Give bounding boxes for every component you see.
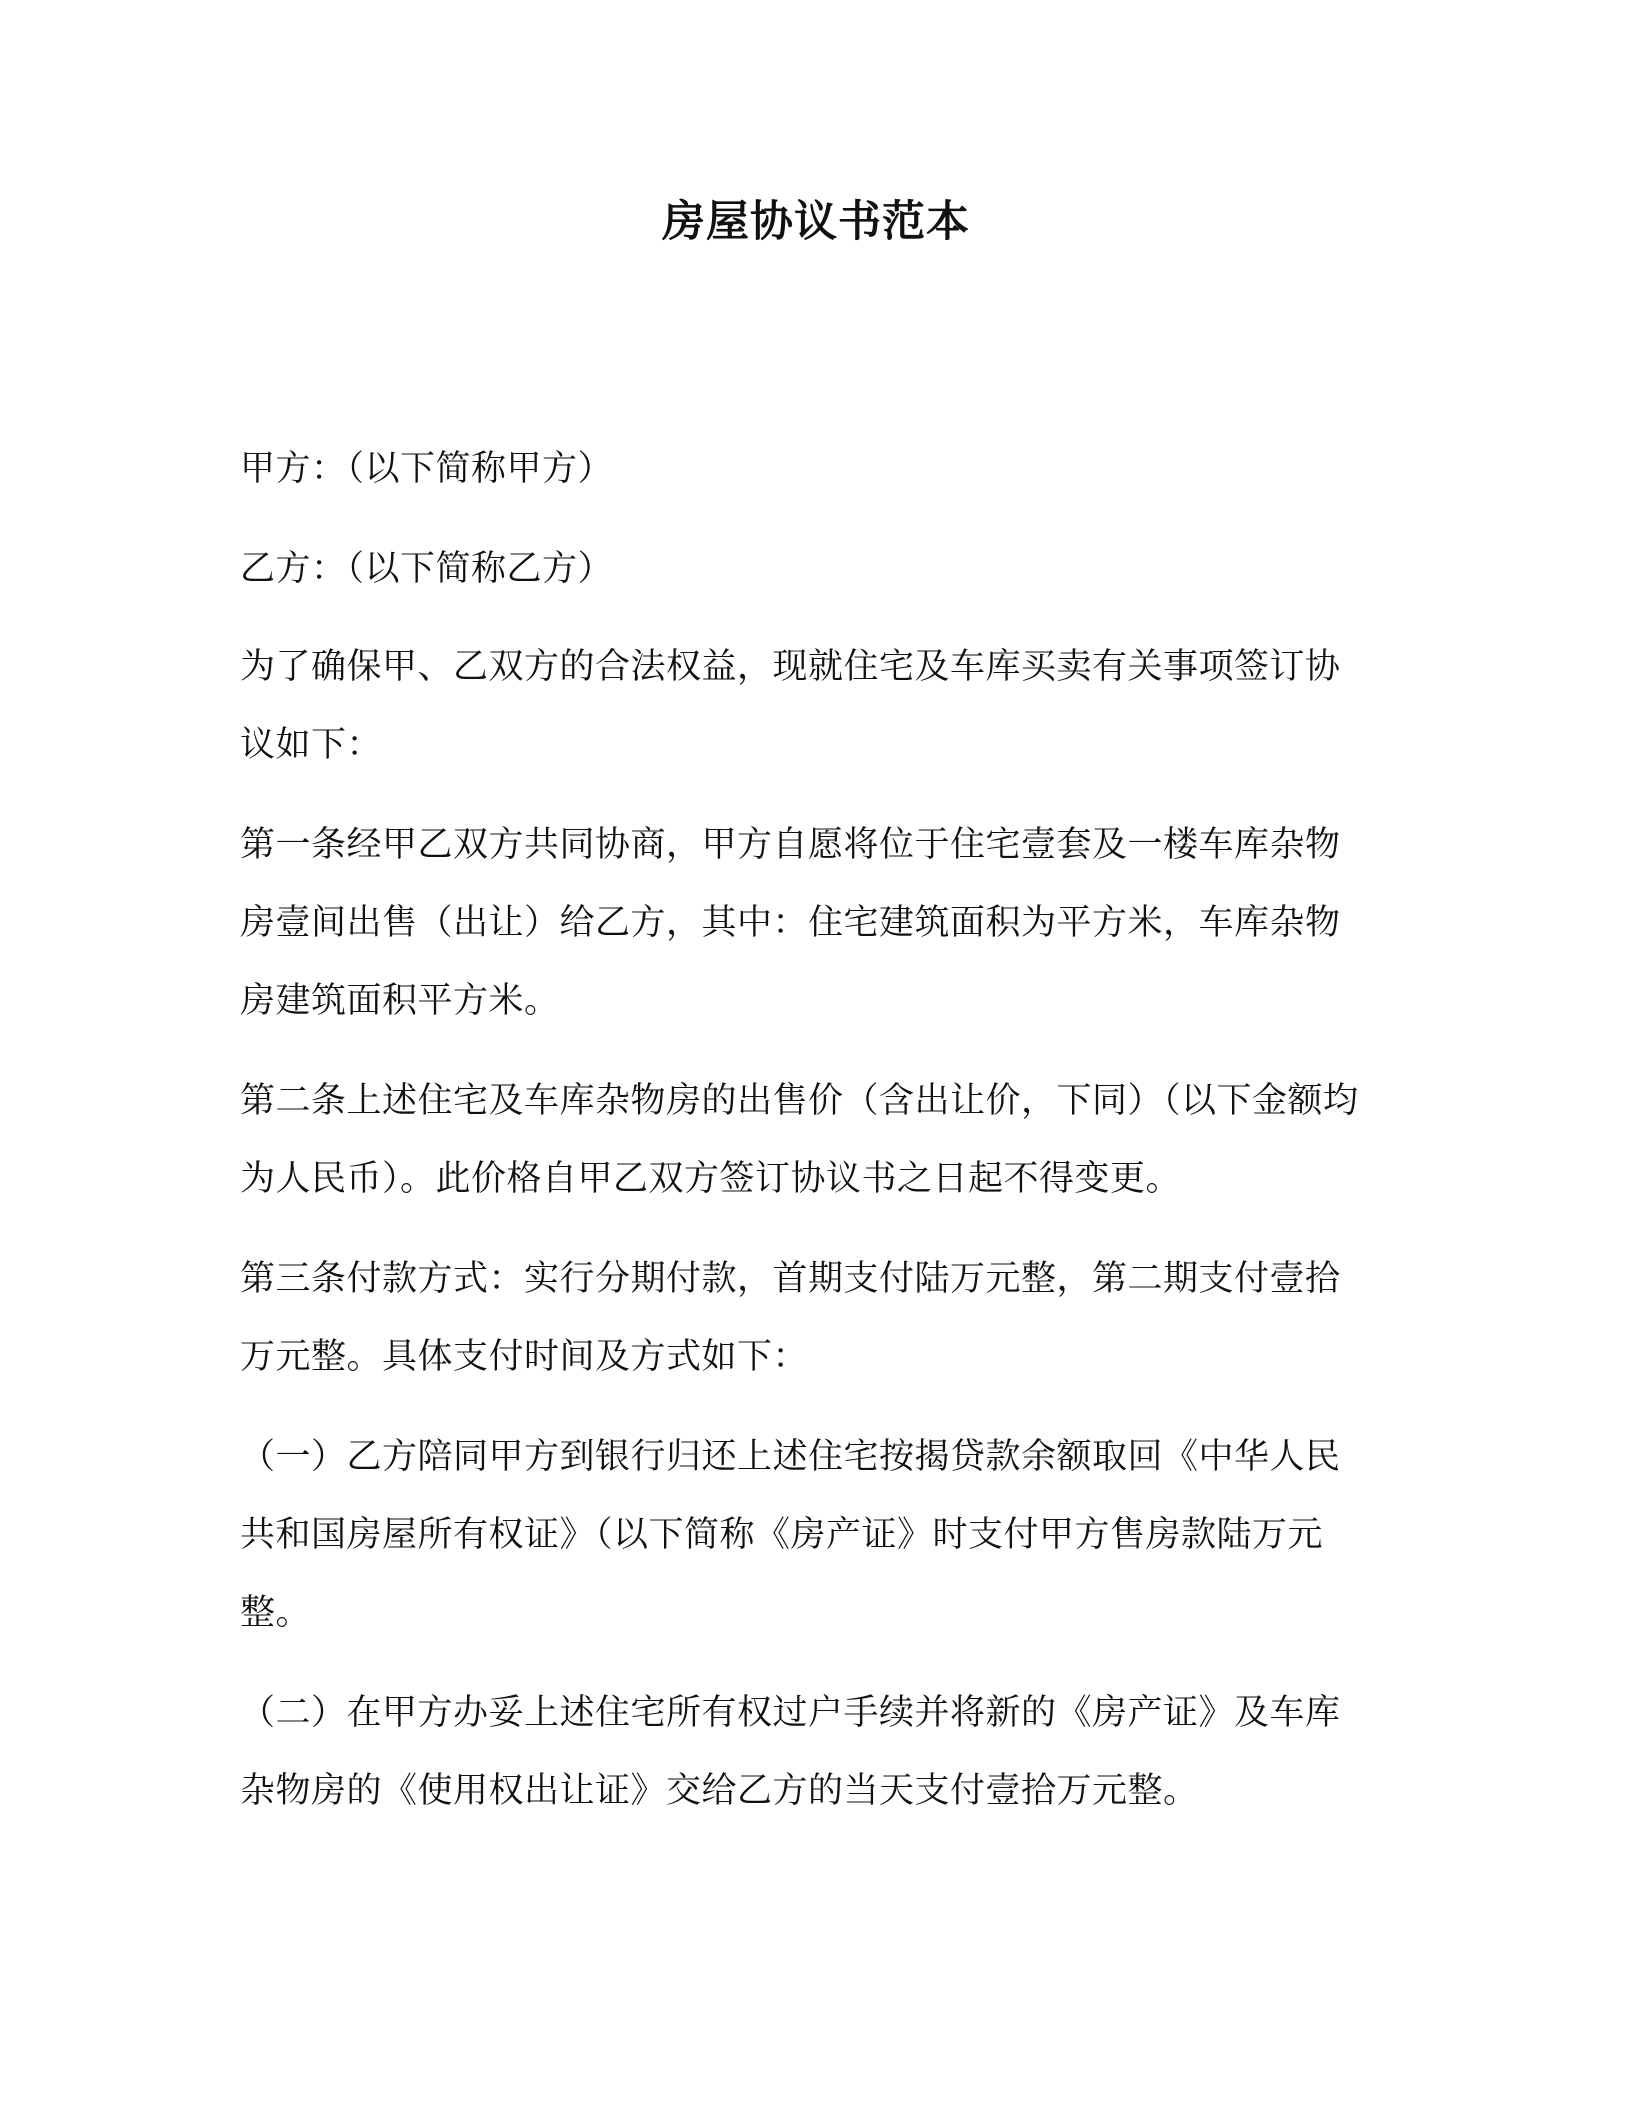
clause-2-paragraph: （二）在甲方办妥上述住宅所有权过户手续并将新的《房产证》及车库杂物房的《使用权出让证》交给乙方的当天支付壹拾万元整。: [240, 1693, 1341, 1811]
article-2-paragraph: 第二条上述住宅及车库杂物房的出售价（含出让价，下同）（以下金额均为人民币）。此价格自甲乙双方签订协议书之日起不得变更。: [240, 1081, 1359, 1199]
party-b-line: 乙方：（以下简称乙方）: [240, 549, 614, 589]
article-1-paragraph: 第一条经甲乙双方共同协商，甲方自愿将位于住宅壹套及一楼车库杂物房壹间出售（出让）给乙方，其中：住宅建筑面积为平方米，车库杂物房建筑面积平方米。: [240, 825, 1341, 1021]
article-3-paragraph: 第三条付款方式：实行分期付款，首期支付陆万元整，第二期支付壹拾万元整。具体支付时间及方式如下：: [240, 1259, 1341, 1377]
party-a-line: 甲方：（以下简称甲方）: [240, 449, 614, 489]
clause-1-paragraph: （一）乙方陪同甲方到银行归还上述住宅按揭贷款余额取回《中华人民共和国房屋所有权证》（以下简称《房产证》时支付甲方售房款陆万元整。: [240, 1437, 1341, 1633]
document-title: 房屋协议书范本: [662, 197, 970, 247]
preamble-paragraph: 为了确保甲、乙双方的合法权益，现就住宅及车库买卖有关事项签订协议如下：: [240, 647, 1341, 765]
